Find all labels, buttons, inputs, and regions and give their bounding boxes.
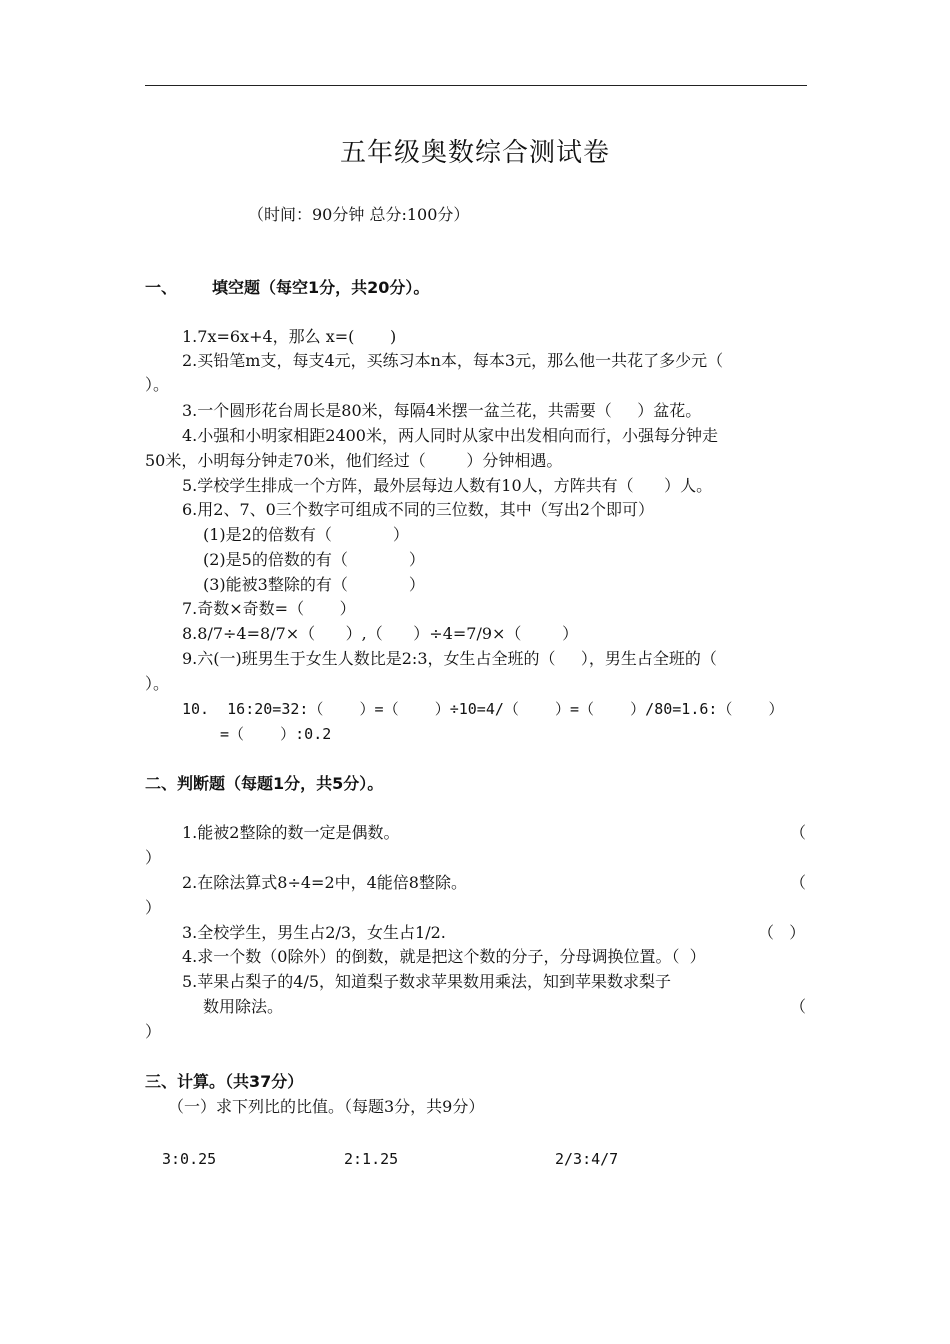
s1-question-9-cont: ）。	[145, 674, 170, 693]
section3-sub1: （一）求下列比的比值。（每题3分，共9分）	[168, 1097, 485, 1116]
s1-question-4: 4.小强和小明家相距2400米，两人同时从家中出发相向而行，小强每分钟走	[182, 426, 718, 445]
s2-question-4: 4.求一个数（0除外）的倒数，就是把这个数的分子，分母调换位置。（ ）	[182, 947, 706, 966]
s1-question-1: 1.7x=6x+4，那么 x=( )	[182, 327, 397, 346]
s2-q1-close-paren: ）	[145, 848, 162, 867]
s1-question-6: 6.用2、7、0三个数字可组成不同的三位数，其中（写出2个即可）	[182, 500, 654, 519]
s1-question-6-2: (2)是5的倍数的有（ ）	[203, 550, 425, 569]
section2-heading: 二、判断题（每题1分，共5分）。	[145, 774, 384, 793]
s1-question-6-1: (1)是2的倍数有（ ）	[203, 525, 409, 544]
s2-q2-close-paren: ）	[145, 898, 162, 917]
s1-question-2-cont: ）。	[145, 375, 170, 394]
s1-question-4-cont: 50米，小明每分钟走70米，他们经过（ ）分钟相遇。	[145, 451, 563, 470]
subtitle: （时间：90分钟 总分:100分）	[248, 205, 470, 224]
s2-question-3: 3.全校学生，男生占2/3，女生占1/2.	[182, 923, 446, 942]
s2-question-5: 5.苹果占梨子的4/5，知道梨子数求苹果数用乘法，知到苹果数求梨子	[182, 972, 672, 991]
s2-q5-open-paren: （	[790, 997, 807, 1016]
ratio-item-3: 2/3:4/7	[555, 1150, 619, 1168]
s2-q2-open-paren: （	[790, 873, 807, 892]
s1-question-8: 8.8/7÷4=8/7×（ ）,（ ）÷4=7/9×（ ）	[182, 624, 579, 643]
ratio-item-2: 2:1.25	[344, 1150, 399, 1168]
s1-question-10-cont: =（ ）:0.2	[220, 725, 332, 743]
s1-question-2: 2.买铅笔m支，每支4元，买练习本n本，每本3元，那么他一共花了多少元（	[182, 351, 724, 370]
s1-question-9: 9.六(一)班男生于女生人数比是2:3，女生占全班的（ ），男生占全班的（	[182, 649, 717, 668]
top-rule	[145, 85, 807, 86]
ratio-item-1: 3:0.25	[162, 1150, 217, 1168]
section3-heading: 三、计算。（共37分）	[145, 1072, 304, 1091]
s2-question-2: 2.在除法算式8÷4=2中，4能倍8整除。	[182, 873, 467, 892]
s2-q3-answer-paren: （ ）	[758, 923, 806, 942]
s1-question-5: 5.学校学生排成一个方阵，最外层每边人数有10人，方阵共有（ ）人。	[182, 476, 713, 495]
s2-q5-close-paren: ）	[145, 1022, 162, 1041]
page-title: 五年级奥数综合测试卷	[339, 138, 610, 168]
section1-number: 一、	[145, 278, 178, 297]
section1-heading: 填空题（每空1分，共20分）。	[212, 278, 430, 297]
s2-question-5-cont: 数用除法。	[203, 997, 284, 1016]
s2-q1-open-paren: （	[790, 823, 807, 842]
s1-question-10: 10. 16:20=32:（ ）=（ ）÷10=4/（ ）=（ ）/80=1.6:（ ）	[182, 700, 784, 718]
s1-question-3: 3.一个圆形花台周长是80米，每隔4米摆一盆兰花，共需要（ ）盆花。	[182, 401, 702, 420]
s1-question-6-3: (3)能被3整除的有（ ）	[203, 575, 425, 594]
s2-question-1: 1.能被2整除的数一定是偶数。	[182, 823, 400, 842]
s1-question-7: 7.奇数×奇数=（ ）	[182, 599, 356, 618]
